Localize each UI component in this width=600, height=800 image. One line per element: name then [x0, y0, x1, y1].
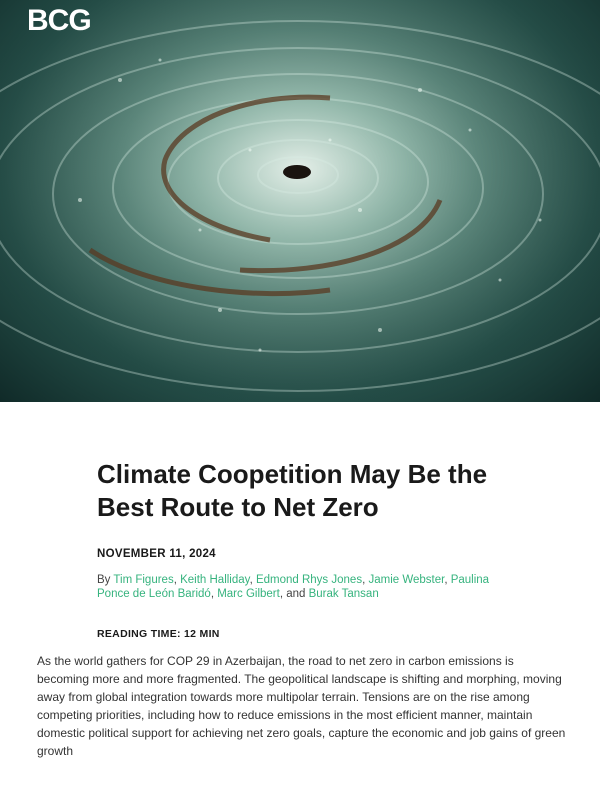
byline: By Tim Figures, Keith Halliday, Edmond Rhys Jones, Jamie Webster, Paulina Ponce de León Baridó, Marc Gilbert, and Burak Tansan	[97, 574, 490, 600]
byline-and: and	[286, 588, 306, 600]
article-intro: As the world gathers for COP 29 in Azerbaijan, the road to net zero in carbon emissions is becoming more and more fragmented. The geopolitical landscape is shifting and morphing, moving away from global integration towards more multipolar terrain. Tensions are on the rise among competing priorities, including how to reduce emissions in the most efficient manner, maintain domestic political support for achieving net zero goals, capture the economic and job gains of green growth	[37, 654, 566, 758]
article-title: Climate Coopetition May Be the Best Route to Net Zero	[97, 459, 488, 522]
author-link[interactable]: Keith Halliday	[180, 574, 250, 586]
byline-prefix: By	[97, 574, 111, 586]
author-link[interactable]: Marc Gilbert	[217, 588, 280, 600]
author-link[interactable]: Tim Figures	[113, 574, 174, 586]
author-link[interactable]: Edmond Rhys Jones	[255, 574, 363, 586]
author-link[interactable]: Burak Tansan	[308, 588, 379, 600]
reading-time: READING TIME: 12 MIN	[97, 628, 220, 640]
article-date: NOVEMBER 11, 2024	[97, 548, 216, 560]
author-link[interactable]: Paulina Ponce de León Baridó	[97, 574, 490, 600]
author-link[interactable]: Jamie Webster	[368, 574, 445, 586]
bcg-logo[interactable]: BCG	[27, 4, 91, 37]
